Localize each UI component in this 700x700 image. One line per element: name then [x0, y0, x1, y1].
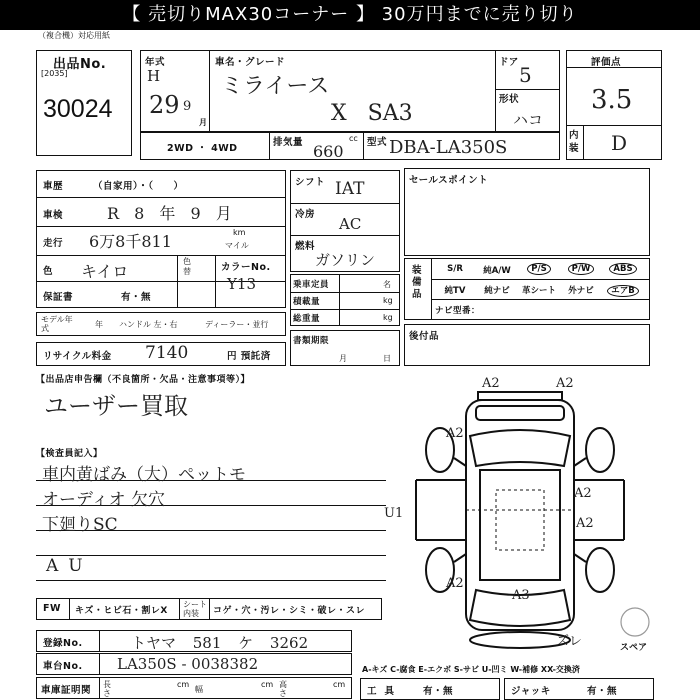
- fw-label: FW: [43, 603, 61, 614]
- equip-ext-navi: 外ナビ: [568, 286, 594, 296]
- registration-value: トヤマ 581 ケ 3262: [131, 634, 309, 652]
- color-note: 色替: [183, 257, 191, 276]
- fuel-label: 燃料: [295, 241, 316, 252]
- equipment-label: 装備品: [412, 265, 423, 300]
- jack-label: ジャッキ: [511, 686, 551, 697]
- retrofit-box: [404, 324, 650, 366]
- garage-height-unit: cm: [333, 680, 346, 689]
- interior-label: 内装: [569, 130, 580, 154]
- capacity-label: 乗車定員: [293, 280, 330, 290]
- equip-sr: S/R: [447, 264, 463, 274]
- fw-row: [36, 598, 382, 620]
- equip-ps: [519, 264, 559, 274]
- model-change-label: モデル年式: [41, 315, 73, 333]
- chassis-row: [36, 653, 352, 675]
- doc-deadline-label: 書類期限: [293, 336, 330, 346]
- recycle-label: リサイクル料金: [43, 351, 112, 362]
- warranty-value: 有・無: [121, 292, 152, 303]
- banner: 【 売切りMAX30コーナー 】 30万円までに売り切り: [0, 0, 700, 30]
- inspector-line-3: 下廻りSC: [42, 515, 118, 535]
- mark-left-side: U1: [384, 506, 404, 521]
- details-mid: [290, 170, 400, 272]
- weight-unit: kg: [383, 313, 393, 322]
- seller-notes-text: ユーザー買取: [44, 392, 188, 420]
- interior-value: D: [611, 131, 628, 155]
- equip-airbag-text: エアB: [607, 285, 638, 297]
- color-value: キイロ: [81, 262, 129, 281]
- car-grade: X SA3: [331, 101, 413, 126]
- doc-deadline-month: 月: [339, 354, 347, 363]
- mileage-label: 走行: [43, 238, 64, 249]
- equip-leather: 革シート: [521, 286, 556, 296]
- retrofit-label: 後付品: [409, 331, 440, 342]
- seller-notes-label: 【出品店申告欄（不良箇所・欠品・注意事項等）】: [36, 375, 251, 385]
- mark-bumper: ズレ: [556, 634, 583, 649]
- garage-len-unit: cm: [177, 680, 190, 689]
- door-value: 5: [519, 63, 532, 87]
- year-era: H: [147, 67, 161, 85]
- score-label: 評価点: [591, 57, 622, 68]
- inspector-line-5: AU: [46, 556, 93, 576]
- displacement-unit: cc: [349, 134, 358, 143]
- inspector-line-1: 車内黄ばみ（大）ペットモ: [42, 465, 246, 485]
- garage-row: [36, 677, 352, 699]
- chassis-value: LA350S - 0038382: [117, 655, 259, 673]
- inspector-line-2: オーディオ 欠穴: [42, 490, 166, 510]
- inspector-label: 【検査員記入】: [36, 449, 103, 459]
- equipment-box: [404, 258, 650, 320]
- mileage-value: 6万8千811: [89, 232, 172, 251]
- model-change-unit: 年: [95, 320, 103, 329]
- equip-ps-text: P/S: [527, 263, 550, 275]
- registration-label: 登録No.: [43, 638, 83, 649]
- fw-b: シート内装: [183, 600, 207, 618]
- garage-height: 高さ: [279, 680, 287, 698]
- details-left: [36, 170, 286, 308]
- mark-rear-left: A2: [446, 576, 464, 591]
- fuel-value: ガソリン: [315, 251, 376, 269]
- year-label: 年式: [145, 57, 166, 68]
- equip-abs-text: ABS: [609, 263, 636, 275]
- color-label: 色: [43, 266, 54, 277]
- doc-deadline-day: 日: [383, 354, 391, 363]
- tools-box: [360, 678, 500, 700]
- door-label: ドア: [499, 57, 519, 68]
- mark-fender: A2: [446, 426, 464, 441]
- model-change-row: [36, 312, 286, 336]
- month-unit: 月: [199, 118, 208, 127]
- mark-right-rear: A2: [576, 516, 594, 531]
- equip-abs: [603, 264, 643, 274]
- equip-tv: 純TV: [444, 286, 466, 296]
- chassis-label: 車台No.: [43, 661, 83, 672]
- recycle-unit: 円 預託済: [227, 351, 271, 362]
- capacity-unit: 名: [383, 280, 391, 289]
- spare-label: スペア: [620, 643, 648, 653]
- lot-box: [36, 50, 132, 156]
- garage-len: 長さ: [103, 680, 111, 698]
- equip-airbag: [603, 284, 643, 296]
- load-label: 積載量: [293, 297, 321, 307]
- dealer-text: ディーラー・並行: [205, 320, 269, 329]
- year-value: 29: [149, 91, 180, 119]
- warranty-label: 保証書: [43, 292, 74, 303]
- garage-label: 車庫証明関: [41, 685, 92, 696]
- garage-width-unit: cm: [261, 680, 274, 689]
- lot-label: 出品No.: [53, 57, 107, 72]
- car-name: ミライース: [221, 74, 330, 99]
- recycle-row: [36, 342, 286, 366]
- lot-small: [2035]: [41, 69, 68, 78]
- history-label: 車歴: [43, 181, 64, 192]
- type-label: 型式: [367, 137, 388, 148]
- spare-tire-icon: [621, 608, 649, 636]
- spec-row: [140, 132, 560, 160]
- ac-value: AC: [339, 215, 362, 233]
- door-seams: [466, 490, 574, 550]
- mark-front-right: A2: [556, 376, 574, 391]
- capacity-box: [290, 274, 400, 326]
- shift-label: シフト: [295, 177, 326, 188]
- color-no-label: カラーNo.: [221, 262, 271, 273]
- equip-aw: 純A/W: [483, 266, 511, 276]
- year-month: 9: [183, 99, 192, 114]
- sales-point-box: [404, 168, 650, 256]
- mileage-km: km: [233, 228, 246, 237]
- car-name-label: 車名・グレード: [215, 57, 286, 68]
- weight-label: 総重量: [293, 314, 321, 324]
- registration-row: [36, 630, 352, 652]
- handle-text: ハンドル 左・右: [119, 320, 178, 329]
- history-value: （自家用）・（ ）: [93, 181, 184, 192]
- damage-legend: A-キズ C-腐食 E-エクボ S-サビ U-凹ミ W-補修 XX-交換済: [362, 665, 580, 674]
- sales-point-label: セールスポイント: [409, 175, 489, 186]
- navi-model: ナビ型番：: [435, 306, 481, 316]
- garage-width: 幅: [195, 685, 203, 694]
- mark-rear: A3: [512, 588, 530, 603]
- equip-navi: 純ナビ: [484, 286, 510, 296]
- fw-a: キズ・ヒビ石・割レX: [75, 606, 168, 616]
- drive-text: 2WD ・ 4WD: [167, 143, 238, 154]
- equip-pw-text: P/W: [568, 263, 595, 275]
- mark-front-left: A2: [482, 376, 500, 391]
- shift-value: IAT: [335, 179, 365, 199]
- inspection-value: R 8 年 9 月: [107, 204, 232, 223]
- color-no: Y13: [227, 275, 256, 293]
- score-value: 3.5: [591, 85, 633, 115]
- load-unit: kg: [383, 296, 393, 305]
- displacement-value: 660: [313, 142, 344, 161]
- top-note: （複合機）対応用紙: [38, 31, 110, 40]
- car-diagram: [400, 370, 660, 660]
- jack-box: [504, 678, 654, 700]
- vehicle-header: [140, 50, 560, 132]
- tools-value: 有・無: [423, 686, 454, 697]
- mark-right-door: A2: [574, 486, 592, 501]
- doc-deadline-box: [290, 330, 400, 366]
- displacement-label: 排気量: [273, 137, 304, 148]
- inspection-label: 車検: [43, 210, 64, 221]
- fw-c: コゲ・穴・汚レ・シミ・破レ・スレ: [213, 606, 366, 616]
- lot-number: 30024: [43, 95, 113, 123]
- recycle-value: 7140: [145, 343, 189, 363]
- score-box: [566, 50, 662, 160]
- shape-value: ハコ: [513, 111, 544, 129]
- type-value: DBA-LA350S: [389, 137, 508, 158]
- tools-label: 工具: [367, 686, 403, 697]
- ac-label: 冷房: [295, 209, 316, 220]
- equip-pw: [561, 264, 601, 274]
- jack-value: 有・無: [587, 686, 618, 697]
- mileage-mile: マイル: [225, 241, 249, 250]
- shape-label: 形状: [499, 94, 520, 105]
